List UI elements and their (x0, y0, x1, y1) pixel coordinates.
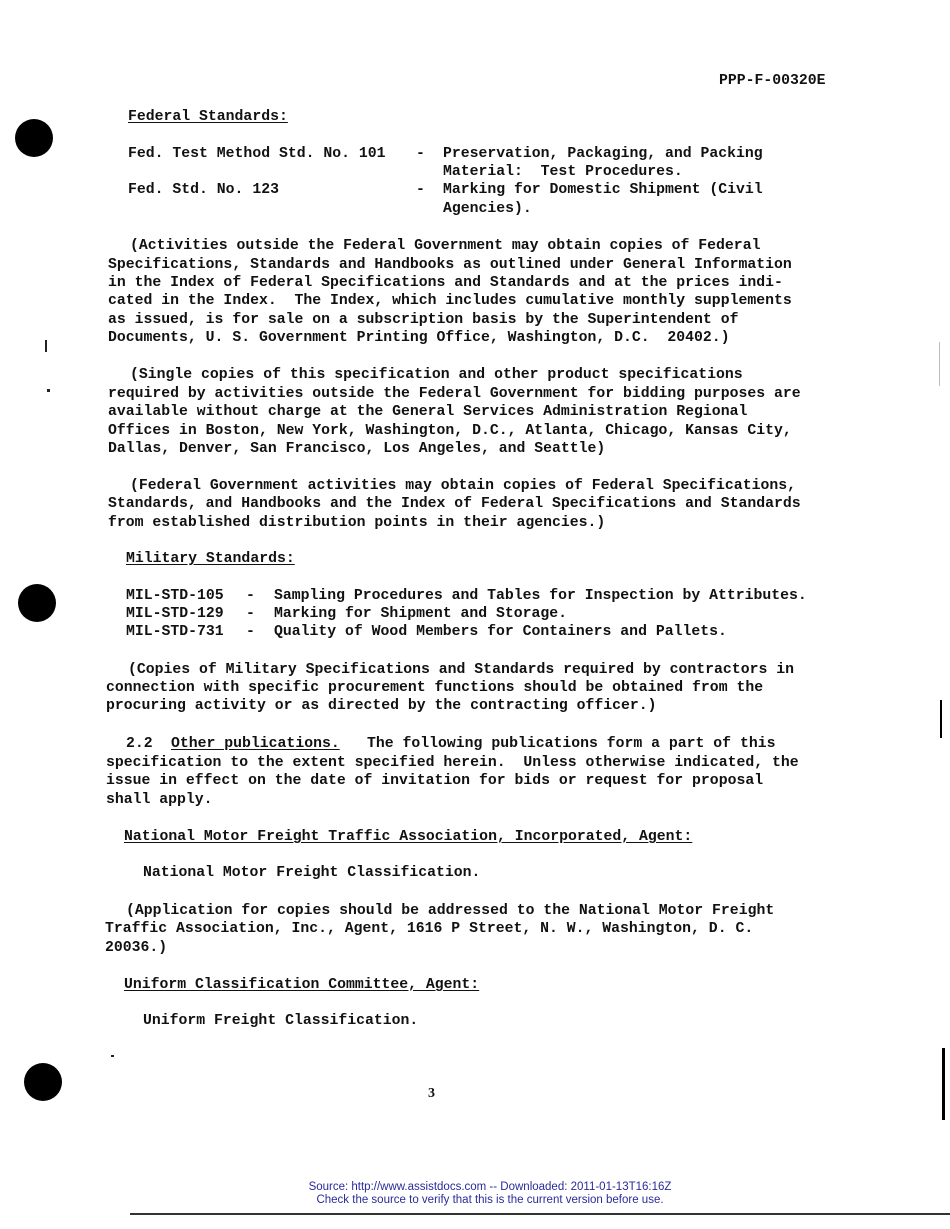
ucc-publication: Uniform Freight Classification. (143, 1013, 419, 1029)
bottom-rule (130, 1213, 950, 1215)
paragraph-line: Standards, and Handbooks and the Index of Federal Specifications and Standards (108, 496, 801, 512)
paragraph-line: 20036.) (105, 940, 168, 956)
section-number: 2.2 (126, 736, 153, 752)
paragraph-line: from established distribution points in their agencies.) (108, 515, 606, 531)
paragraph-line: Traffic Association, Inc., Agent, 1616 P Street, N. W., Washington, D. C. (105, 921, 754, 937)
paragraph-line: as issued, is for sale on a subscription basis by the Superintendent of (108, 312, 739, 328)
nmfta-publication: National Motor Freight Classification. (143, 865, 481, 881)
fed-std-designation: Fed. Test Method Std. No. 101 (128, 146, 386, 162)
mil-std-designation: MIL-STD-731 (126, 624, 224, 640)
scan-speck (45, 340, 47, 352)
fed-std-title: Marking for Domestic Shipment (Civil (443, 182, 763, 198)
binder-hole-middle (18, 584, 56, 622)
paragraph-line: required by activities outside the Federal Government for bidding purposes are (108, 386, 801, 402)
mil-std-title: Marking for Shipment and Storage. (274, 606, 568, 622)
fed-std-title: Agencies). (443, 201, 532, 217)
nmfta-heading: National Motor Freight Traffic Association, Incorporated, Agent: (124, 829, 693, 845)
paragraph-line: (Application for copies should be addressed to the National Motor Freight (126, 903, 775, 919)
fed-std-dash: - (416, 146, 425, 162)
mil-std-designation: MIL-STD-105 (126, 588, 224, 604)
paragraph-line: Offices in Boston, New York, Washington, D.C., Atlanta, Chicago, Kansas City, (108, 423, 792, 439)
document-id: PPP-F-00320E (719, 73, 826, 89)
paragraph-line: (Single copies of this specification and other product specifications (130, 367, 743, 383)
ucc-heading: Uniform Classification Committee, Agent: (124, 977, 480, 993)
paragraph-line: The following publications form a part of this (367, 736, 776, 752)
change-bar (940, 700, 942, 738)
mil-std-dash: - (246, 624, 255, 640)
source-footer-line: Source: http://www.assistdocs.com -- Downloaded: 2011-01-13T16:16Z (308, 1181, 672, 1193)
mil-std-title: Quality of Wood Members for Containers and Pallets. (274, 624, 727, 640)
scan-edge-mark (939, 342, 940, 386)
fed-std-dash: - (416, 182, 425, 198)
mil-std-dash: - (246, 606, 255, 622)
section-title: Other publications. (171, 736, 340, 752)
military-standards-heading: Military Standards: (126, 551, 295, 567)
paragraph-line: available without charge at the General Services Administration Regional (108, 404, 748, 420)
paragraph-line: specification to the extent specified herein. Unless otherwise indicated, the (106, 755, 799, 771)
paragraph-line: Dallas, Denver, San Francisco, Los Angeles, and Seattle) (108, 441, 606, 457)
scan-speck (111, 1055, 114, 1057)
paragraph-line: connection with specific procurement functions should be obtained from the (106, 680, 764, 696)
paragraph-line: in the Index of Federal Specifications and Standards and at the prices indi- (108, 275, 783, 291)
fed-std-title: Preservation, Packaging, and Packing (443, 146, 763, 162)
fed-std-designation: Fed. Std. No. 123 (128, 182, 279, 198)
paragraph-line: Specifications, Standards and Handbooks as outlined under General Information (108, 257, 792, 273)
paragraph-line: (Activities outside the Federal Government may obtain copies of Federal (130, 238, 761, 254)
change-bar (942, 1048, 945, 1120)
paragraph-line: (Federal Government activities may obtain copies of Federal Specifications, (130, 478, 796, 494)
paragraph-line: Documents, U. S. Government Printing Office, Washington, D.C. 20402.) (108, 330, 730, 346)
binder-hole-bottom (24, 1063, 62, 1101)
paragraph-line: procuring activity or as directed by the contracting officer.) (106, 698, 657, 714)
paragraph-line: (Copies of Military Specifications and Standards required by contractors in (128, 662, 794, 678)
fed-std-title: Material: Test Procedures. (443, 164, 683, 180)
page-number: 3 (428, 1086, 435, 1101)
federal-standards-heading: Federal Standards: (128, 109, 288, 125)
paragraph-line: shall apply. (106, 792, 213, 808)
paragraph-line: cated in the Index. The Index, which includes cumulative monthly supplements (108, 293, 792, 309)
scan-speck (47, 389, 50, 392)
mil-std-title: Sampling Procedures and Tables for Inspection by Attributes. (274, 588, 807, 604)
mil-std-designation: MIL-STD-129 (126, 606, 224, 622)
binder-hole-top (15, 119, 53, 157)
mil-std-dash: - (246, 588, 255, 604)
paragraph-line: issue in effect on the date of invitation for bids or request for proposal (106, 773, 764, 789)
source-footer-note: Check the source to verify that this is the current version before use. (316, 1194, 664, 1206)
